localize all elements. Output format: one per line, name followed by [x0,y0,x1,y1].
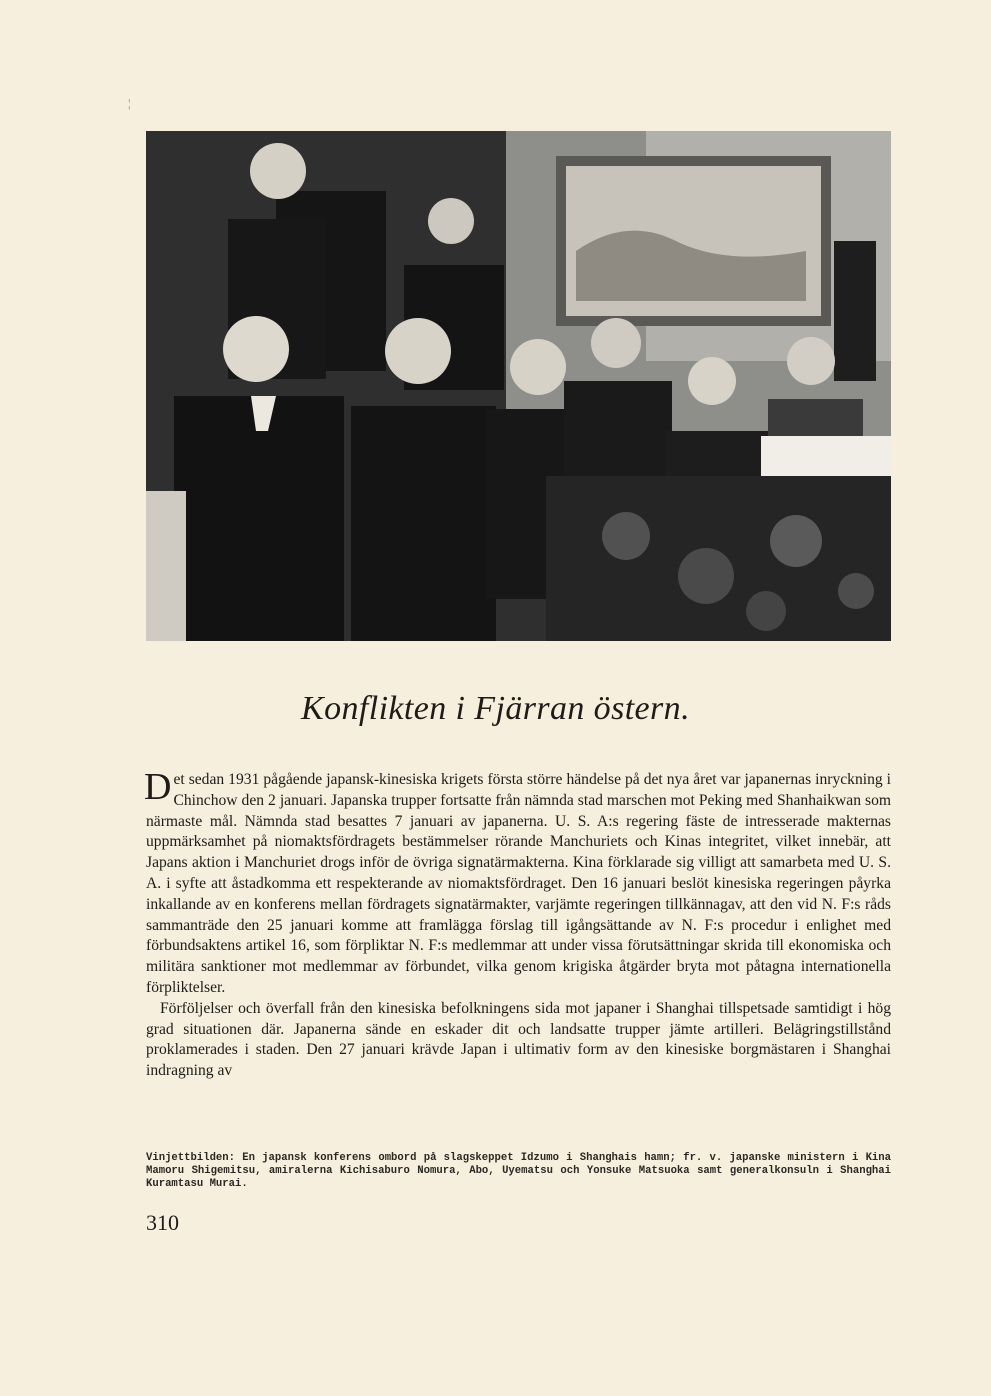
page-edge-mark: ¦ [128,96,131,110]
first-paragraph [144,766,891,999]
article-title: Konflikten i Fjärran östern. [301,690,690,727]
photograph-icon [146,131,891,641]
first-paragraph-text: et sedan 1931 pågående japansk-kinesiska krigets första större händelse på det nya året var japanernas inryckning i Chinchow den 2 januari. Japanska trupper fortsatte från nämnda stad marschen mot Peking med Shanhaikwan som närmaste mål. Nämnda stad besattes 7 januari av japanerna. U. S. A:s regering fäste de intresserade makternas uppmärksamhet på niomaktsfördragets bestämmelser rörande Manchuriets och Kinas integritet, vilket innebär, att Japans aktion i Manchuriet drogs inför de övriga signatärmakterna. Kina förklarade sig villigt att samarbeta med U. S. A. i syfte att åstadkomma ett respekterande av niomaktsfördraget. Den 16 januari beslöt kinesiska regeringen påyrka inkallande av en konferens mellan fördragets signatärmakter, varjämte regeringen tillkännagav, att den vid N. F:s råds sammanträde den 25 januari komme att framlägga förslag till igångsättande av N. F:s procedur i enlighet med förbundsaktens artikel 16, som förpliktar N. F:s medlemmar att under vissa förutsättningar skrida till ekonomiska och militära sanktioner mot medlemmar av förbundet, vilka genom krigiska åtgärder bryta mot påtagna internationella förpliktelser. [146,771,891,996]
page-number: 310 [146,1210,179,1235]
vignette-photograph [146,131,891,641]
article-body [144,766,891,1082]
drop-cap: D [144,766,172,808]
photo-caption: Vinjettbilden: En japansk konferens ombord på slagskeppet Idzumo i Shanghais hamn; fr. v. japanske ministern i Kina Mamoru Shigemitsu, amiralerna Kichisaburo Nomura, Abo, Uyematsu och Yonsuke Matsuoka samt generalkonsuln i Shanghai Kuramtasu Murai. [146,1152,891,1190]
second-paragraph: Förföljelser och överfall från den kinesiska befolkningens sida mot japaner i Shanghai tillspetsade samtidigt i hög grad situationen där. Japanerna sände en eskader dit och landsatte trupper jämte artilleri. Belägringstillstånd proklamerades i staden. Den 27 januari krävde Japan i ultimativ form av den kinesiske borgmästaren i Shanghai indragning av [146,999,891,1080]
